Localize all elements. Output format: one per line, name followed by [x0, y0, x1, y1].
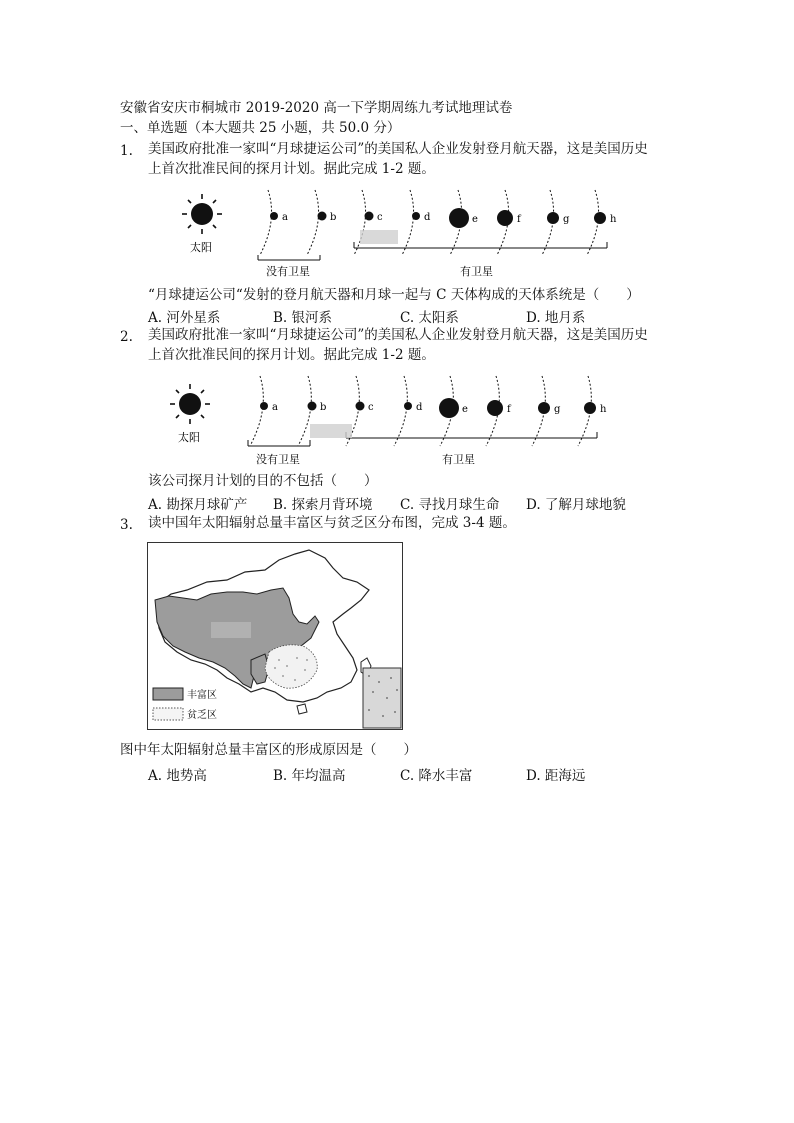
- planet-label: e: [462, 404, 468, 415]
- planet-label: b: [330, 212, 337, 223]
- planet-e-marker: [449, 208, 469, 228]
- blurred-region: [310, 424, 352, 438]
- question-stem: 上首次批准民间的探月计划。据此完成 1-2 题。: [148, 347, 435, 363]
- has-satellite-label: 有卫星: [442, 453, 475, 466]
- option-d[interactable]: D. 地月系: [526, 310, 586, 326]
- planet-g-marker: [547, 212, 559, 224]
- blurred-region: [211, 622, 251, 638]
- planet-label: a: [272, 402, 278, 413]
- blurred-region: [360, 230, 398, 244]
- question-stem: 上首次批准民间的探月计划。据此完成 1-2 题。: [148, 161, 435, 177]
- planet-label: h: [610, 214, 617, 225]
- option-a[interactable]: A. 河外星系: [148, 310, 221, 326]
- planet-label: f: [517, 214, 521, 225]
- question-text: 图中年太阳辐射总量丰富区的形成原因是（ ）: [120, 742, 417, 758]
- planet-f-marker: [497, 210, 513, 226]
- planet-f-marker: [487, 400, 503, 416]
- option-c[interactable]: C. 寻找月球生命: [400, 497, 500, 513]
- sun-label: 太阳: [190, 241, 212, 254]
- planet-label: e: [472, 214, 478, 225]
- solar-system-diagram-2: [160, 368, 630, 468]
- option-d[interactable]: D. 了解月球地貌: [526, 497, 626, 513]
- planet-label: g: [554, 404, 561, 415]
- question-text: 该公司探月计划的目的不包括（ ）: [148, 473, 378, 489]
- legend-rich-label: 丰富区: [187, 690, 217, 701]
- planet-h-marker: [594, 212, 606, 224]
- south-china-sea-inset: [363, 668, 401, 728]
- planet-d-marker: [404, 402, 412, 410]
- no-satellite-label: 没有卫星: [256, 453, 300, 466]
- planet-c-marker: [356, 402, 365, 411]
- paper-title: 安徽省安庆市桐城市 2019-2020 高一下学期周练九考试地理试卷: [120, 100, 513, 116]
- planet-c-marker: [365, 212, 374, 221]
- question-number: 2.: [120, 329, 133, 345]
- planet-d-marker: [412, 212, 420, 220]
- china-solar-radiation-map: [147, 542, 403, 730]
- legend-poor-label: 贫乏区: [187, 710, 217, 721]
- no-satellite-label: 没有卫星: [266, 265, 310, 278]
- planet-a-marker: [270, 212, 278, 220]
- option-a[interactable]: A. 勘探月球矿产: [148, 497, 248, 513]
- option-b[interactable]: B. 探索月背环境: [273, 497, 373, 513]
- question-stem: 美国政府批准一家叫“月球捷运公司”的美国私人企业发射登月航天器，这是美国历史: [148, 327, 648, 343]
- sun-label: 太阳: [178, 431, 200, 444]
- planet-label: f: [507, 404, 511, 415]
- planet-label: c: [377, 212, 383, 223]
- question-number: 1.: [120, 143, 133, 159]
- planet-label: c: [368, 402, 374, 413]
- question-text: “月球捷运公司“发射的登月航天器和月球一起与 C 天体构成的天体系统是（ ）: [148, 287, 640, 303]
- planet-a-marker: [260, 402, 268, 410]
- planet-label: h: [600, 404, 607, 415]
- planet-b-marker: [308, 402, 317, 411]
- planet-label: d: [424, 212, 431, 223]
- option-c[interactable]: C. 降水丰富: [400, 768, 473, 784]
- question-number: 3.: [120, 517, 133, 533]
- option-d[interactable]: D. 距海远: [526, 768, 586, 784]
- planet-e-marker: [439, 398, 459, 418]
- planet-g-marker: [538, 402, 550, 414]
- solar-system-diagram: [170, 180, 640, 280]
- sun-icon: [182, 194, 222, 234]
- legend-rich-swatch: [153, 688, 183, 700]
- sun-icon: [170, 384, 210, 424]
- option-c[interactable]: C. 太阳系: [400, 310, 459, 326]
- question-stem: 读中国年太阳辐射总量丰富区与贫乏区分布图，完成 3-4 题。: [148, 515, 516, 531]
- option-b[interactable]: B. 银河系: [273, 310, 333, 326]
- planet-label: d: [416, 402, 423, 413]
- option-a[interactable]: A. 地势高: [148, 768, 207, 784]
- planet-label: b: [320, 402, 327, 413]
- planet-label: g: [563, 214, 570, 225]
- option-b[interactable]: B. 年均温高: [273, 768, 346, 784]
- question-stem: 美国政府批准一家叫“月球捷运公司”的美国私人企业发射登月航天器，这是美国历史: [148, 141, 648, 157]
- planet-b-marker: [318, 212, 327, 221]
- planet-h-marker: [584, 402, 596, 414]
- legend-poor-swatch: [153, 708, 183, 720]
- planet-label: a: [282, 212, 288, 223]
- hainan-outline: [297, 704, 307, 714]
- has-satellite-label: 有卫星: [460, 265, 493, 278]
- section-heading: 一、单选题（本大题共 25 小题，共 50.0 分）: [120, 120, 401, 136]
